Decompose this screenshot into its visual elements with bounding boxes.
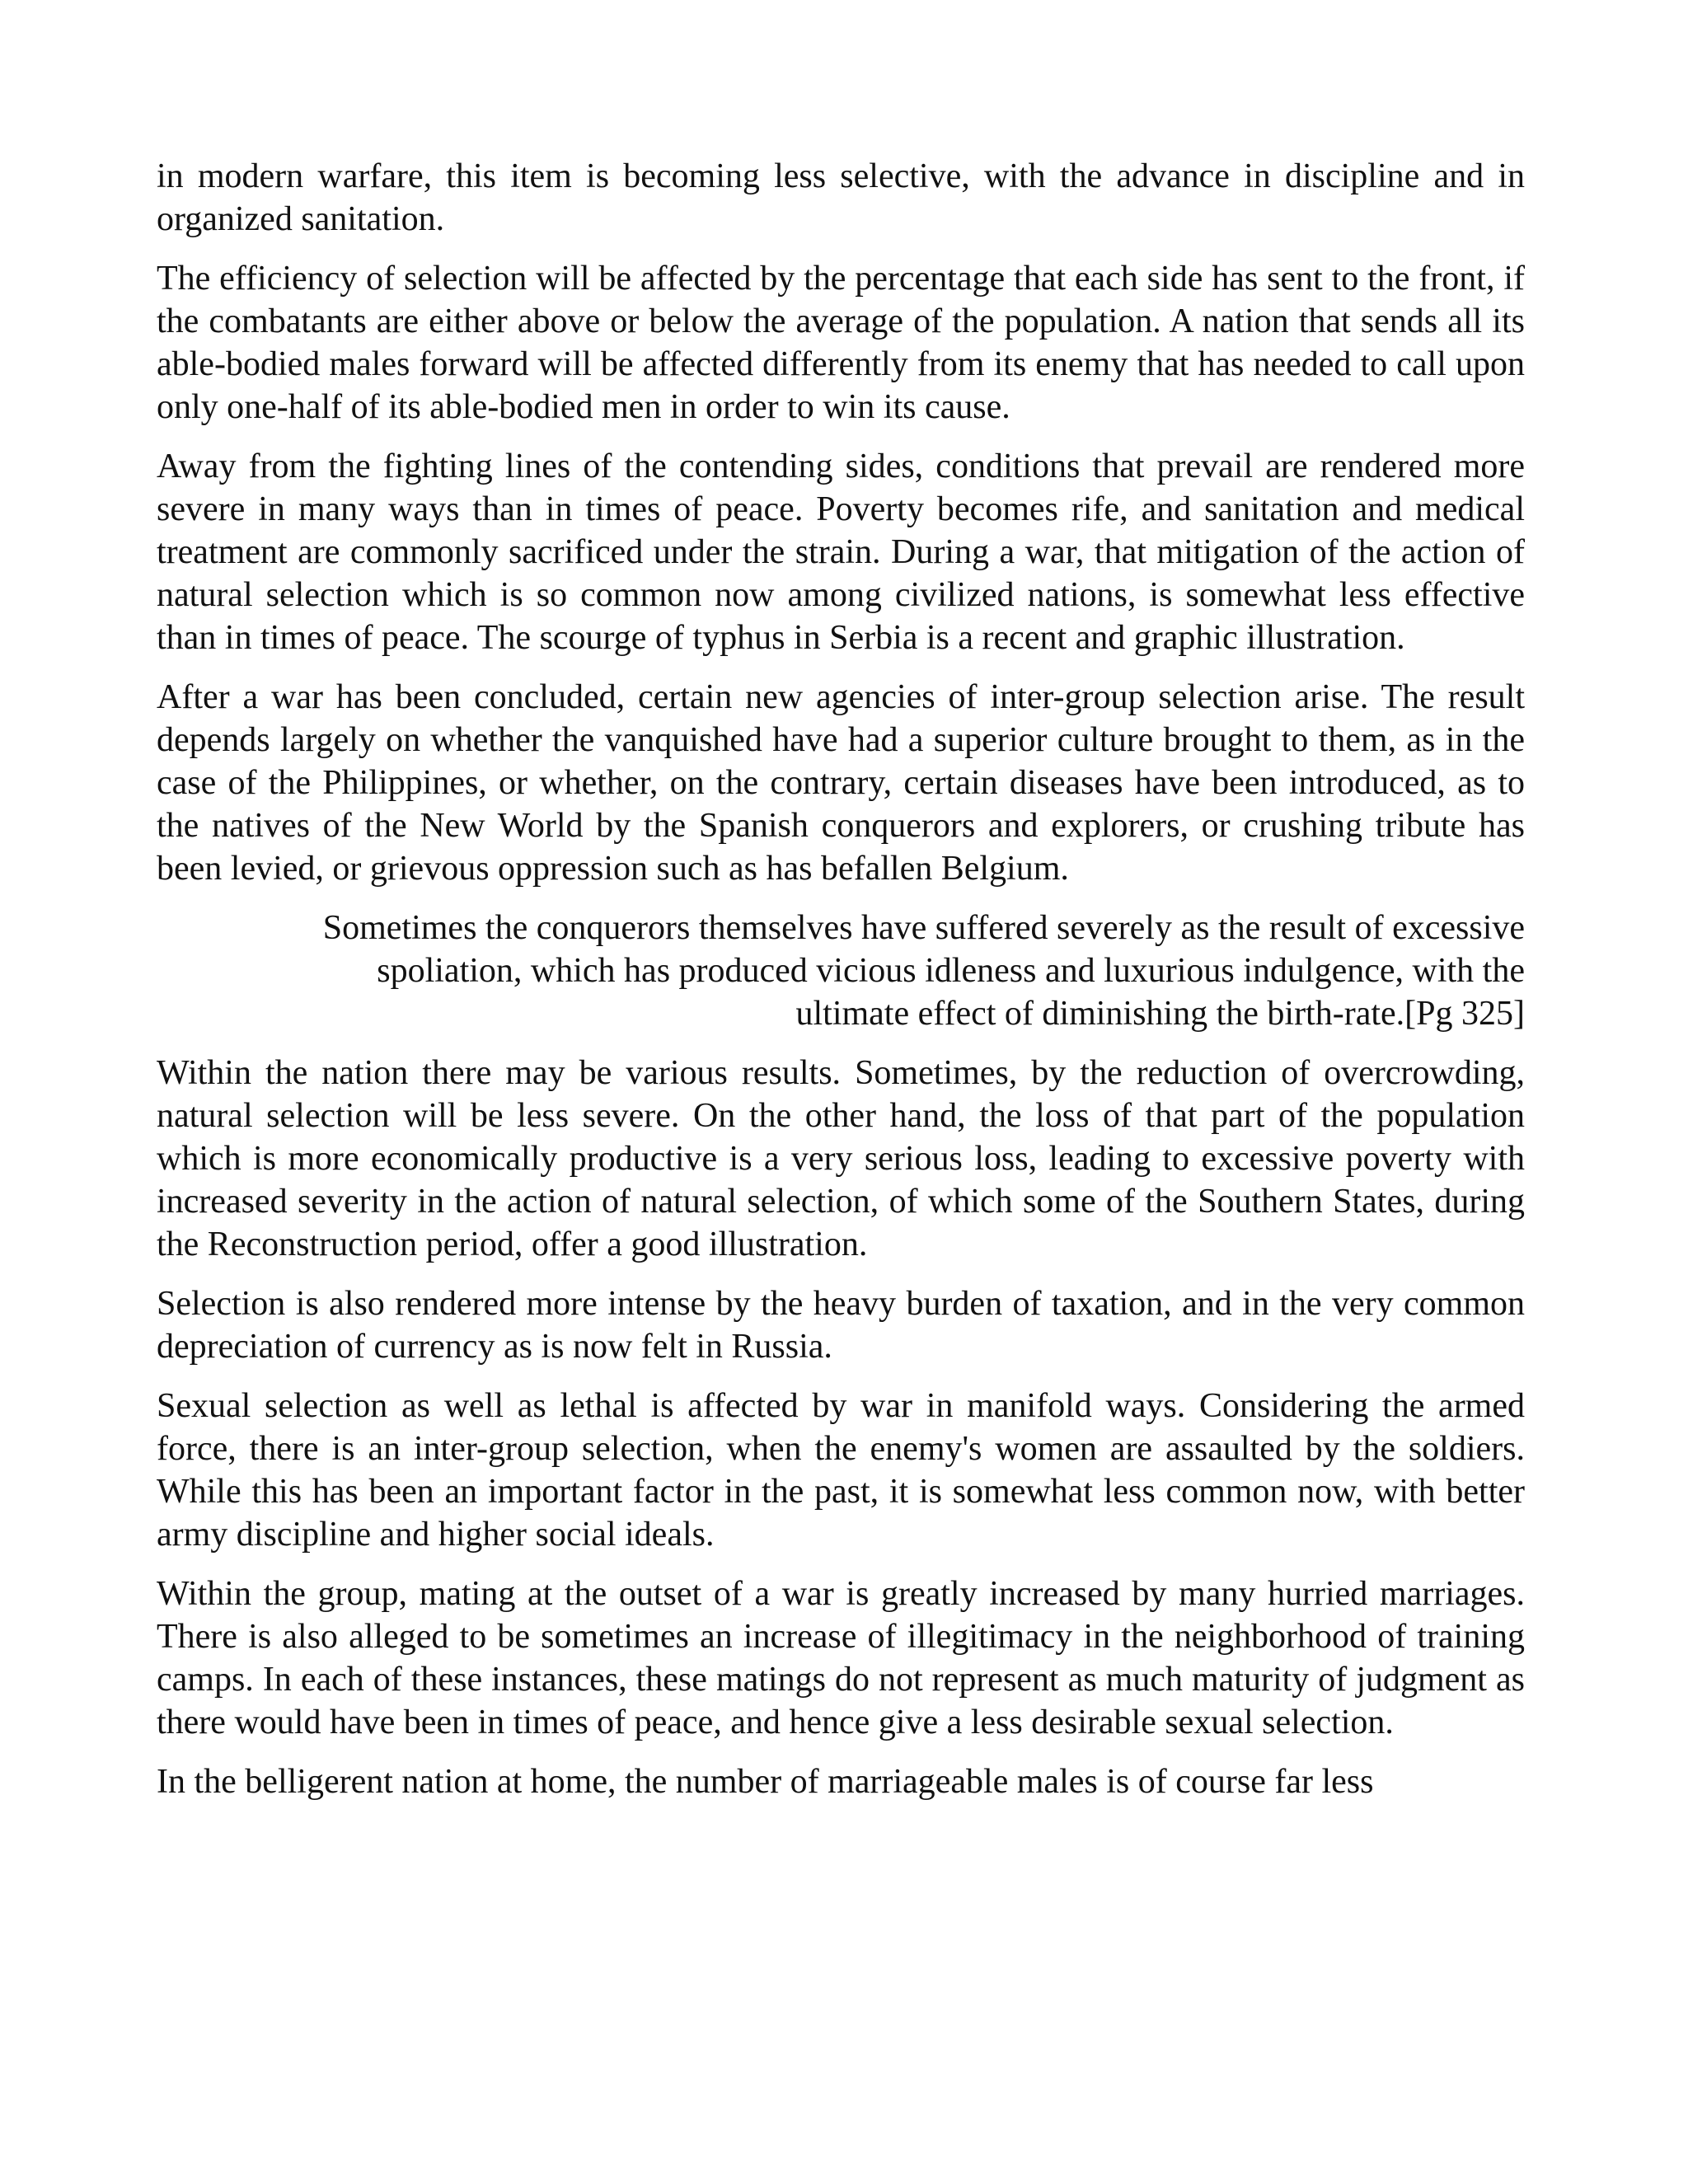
- paragraph-taxation: Selection is also rendered more intense by the heavy burden of taxation, and in the very common depreciation of currency as is now felt in Russia.: [157, 1285, 1525, 1366]
- paragraph-belligerent-nation: In the belligerent nation at home, the number of marriageable males is of course far less: [157, 1763, 1374, 1801]
- paragraph-within-nation: Within the nation there may be various results. Sometimes, by the reduction of overcrowding, natural selection will be less severe. On the other hand, the loss of that part of the population which is more economically productive is a very serious loss, leading to excessive poverty with increased severity in the action of natural selection, of which some of the Southern States, during the Reconstruction period, offer a good illustration.: [157, 1054, 1525, 1263]
- right-aligned-line-3: ultimate effect of diminishing the birth-rate.[Pg 325]: [795, 995, 1525, 1033]
- paragraph-sexual-selection: Sexual selection as well as lethal is affected by war in manifold ways. Considering the armed force, there is an inter-group selection, when the enemy's women are assaulted by the soldiers. While this has been an important factor in the past, it is somewhat less common now, with better army discipline and higher social ideals.: [157, 1387, 1525, 1554]
- document-page: [157, 155, 1525, 1803]
- right-aligned-line-2: spoliation, which has produced vicious idleness and luxurious indulgence, with the: [377, 952, 1525, 990]
- paragraph-after-war: After a war has been concluded, certain new agencies of inter-group selection arise. The result depends largely on whether the vanquished have had a superior culture brought to them, as in the case of the Philippines, or whether, on the contrary, certain diseases have been introduced, as to the natives of the New World by the Spanish conquerors and explorers, or crushing tribute has been levied, or grievous oppression such as has befallen Belgium.: [157, 678, 1525, 888]
- paragraph-selection-efficiency: The efficiency of selection will be affected by the percentage that each side has sent to the front, if the combatants are either above or below the average of the population. A nation that sends all its able-bodied males forward will be affected differently from its enemy that has needed to call upon only one-half of its able-bodied men in order to win its cause.: [157, 260, 1525, 426]
- paragraph-fighting-lines: Away from the fighting lines of the contending sides, conditions that prevail are rendered more severe in many ways than in times of peace. Poverty becomes rife, and sanitation and medical treatment are commonly sacrificed under the strain. During a war, that mitigation of the action of natural selection which is so common now among civilized nations, is somewhat less effective than in times of peace. The scourge of typhus in Serbia is a recent and graphic illustration.: [157, 448, 1525, 657]
- right-aligned-block: [157, 907, 1525, 1035]
- paragraph-warfare-sanitation: in modern warfare, this item is becoming less selective, with the advance in discipline and in organized sanitation.: [157, 157, 1525, 238]
- right-aligned-line-1: Sometimes the conquerors themselves have suffered severely as the result of excessive: [322, 909, 1525, 947]
- paragraph-within-group: Within the group, mating at the outset of a war is greatly increased by many hurried marriages. There is also alleged to be sometimes an increase of illegitimacy in the neighborhood of training camps. In each of these instances, these matings do not represent as much maturity of judgment as there would have been in times of peace, and hence give a less desirable sexual selection.: [157, 1575, 1525, 1741]
